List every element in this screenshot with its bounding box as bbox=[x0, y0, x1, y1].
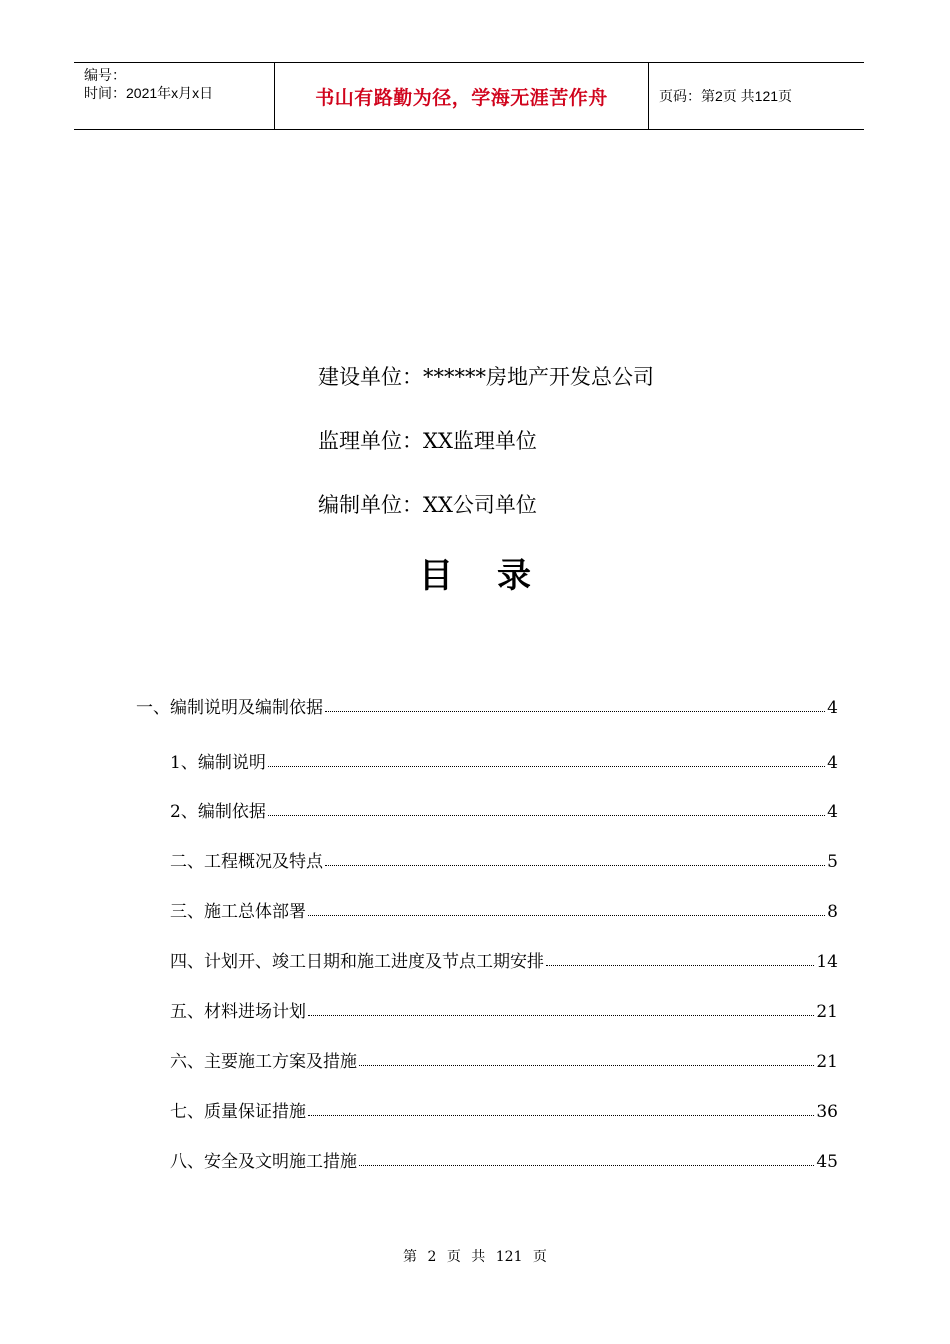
toc-item[interactable] bbox=[170, 1044, 838, 1072]
toc-item-page: 14 bbox=[816, 952, 838, 972]
toc-title: 目录 bbox=[419, 556, 575, 596]
toc-item-page: 5 bbox=[827, 852, 838, 872]
header-page-info: 页码：第2页 共121页 bbox=[659, 88, 793, 104]
page-footer: 第 2 页 共 121 页 bbox=[403, 1249, 547, 1265]
toc-leader-dots bbox=[325, 710, 825, 712]
toc-item[interactable] bbox=[170, 1094, 838, 1122]
supervision-unit: 监理单位：XX监理单位 bbox=[318, 429, 537, 453]
toc-item[interactable] bbox=[170, 1144, 838, 1172]
toc-item[interactable] bbox=[170, 794, 838, 822]
toc-leader-dots bbox=[268, 814, 825, 816]
toc-leader-dots bbox=[308, 1014, 814, 1016]
toc-item-label: 五、材料进场计划 bbox=[170, 1002, 306, 1022]
toc-item-page: 45 bbox=[816, 1152, 838, 1172]
toc-item[interactable] bbox=[170, 844, 838, 872]
toc-item-label: 六、主要施工方案及措施 bbox=[170, 1052, 357, 1072]
toc-item-label: 三、施工总体部署 bbox=[170, 902, 306, 922]
toc-item-label: 七、质量保证措施 bbox=[170, 1102, 306, 1122]
toc-leader-dots bbox=[546, 964, 814, 966]
toc-item-label: 一、编制说明及编制依据 bbox=[136, 698, 323, 718]
toc-item-page: 21 bbox=[816, 1052, 838, 1072]
toc-item[interactable] bbox=[170, 894, 838, 922]
toc-item[interactable] bbox=[170, 745, 838, 773]
toc-leader-dots bbox=[325, 864, 825, 866]
toc-item-page: 4 bbox=[827, 753, 838, 773]
toc-item-page: 4 bbox=[827, 698, 838, 718]
toc-leader-dots bbox=[308, 1114, 814, 1116]
toc-item[interactable] bbox=[136, 690, 838, 718]
toc-item[interactable] bbox=[170, 944, 838, 972]
toc-item-page: 36 bbox=[816, 1102, 838, 1122]
toc-leader-dots bbox=[359, 1064, 814, 1066]
toc-item-page: 4 bbox=[827, 802, 838, 822]
toc-item-page: 8 bbox=[827, 902, 838, 922]
toc-item-label: 2、编制依据 bbox=[170, 802, 266, 822]
toc-leader-dots bbox=[308, 914, 825, 916]
compiler-unit: 编制单位：XX公司单位 bbox=[318, 493, 537, 517]
toc-item-label: 1、编制说明 bbox=[170, 753, 266, 773]
toc-item-page: 21 bbox=[816, 1002, 838, 1022]
construction-unit: 建设单位：******房地产开发总公司 bbox=[318, 365, 654, 389]
toc-item[interactable] bbox=[170, 994, 838, 1022]
toc-item-label: 八、安全及文明施工措施 bbox=[170, 1152, 357, 1172]
header-motto: 书山有路勤为径，学海无涯苦作舟 bbox=[275, 63, 649, 129]
toc-leader-dots bbox=[359, 1164, 814, 1166]
header-left-cell bbox=[74, 63, 275, 129]
toc-item-label: 二、工程概况及特点 bbox=[170, 852, 323, 872]
toc-item-label: 四、计划开、竣工日期和施工进度及节点工期安排 bbox=[170, 952, 544, 972]
toc-leader-dots bbox=[268, 765, 825, 767]
serial-label: 编号： bbox=[84, 67, 126, 83]
date-line: 时间：2021年x月x日 bbox=[84, 85, 214, 101]
page-header bbox=[74, 62, 864, 130]
